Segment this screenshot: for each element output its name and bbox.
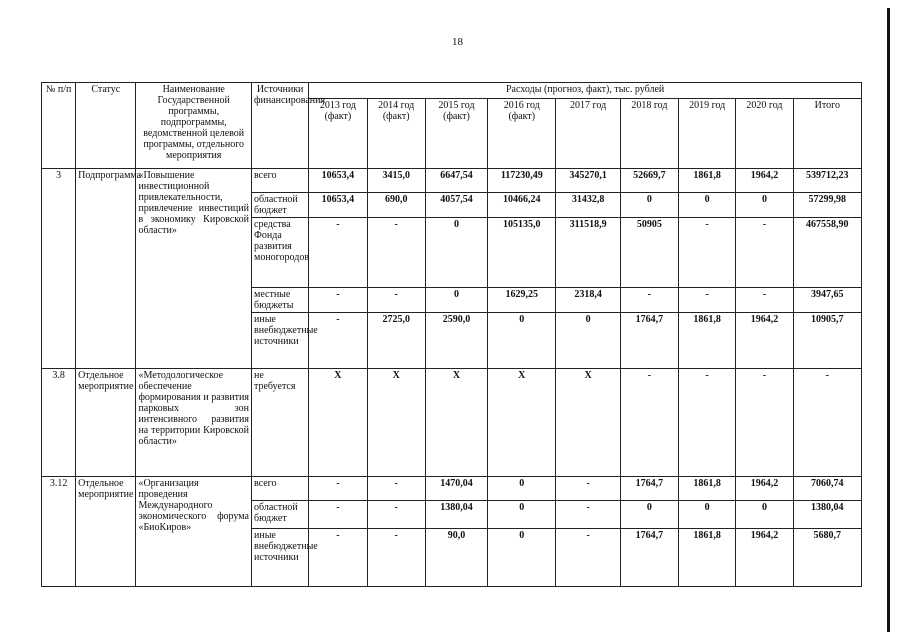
row-value: 105135,0: [488, 218, 556, 288]
row-source: областной бюджет: [252, 501, 309, 529]
row-value: 1964,2: [736, 313, 793, 369]
row-value: -: [736, 369, 793, 477]
row-name: «Методологическое обеспечение формирования и развития парковых зон интенсивного развития на территории Кировской области»: [136, 369, 252, 477]
row-value: 1964,2: [736, 477, 793, 501]
row-value: 2590,0: [425, 313, 487, 369]
row-value: X: [367, 369, 425, 477]
row-value: 10466,24: [488, 193, 556, 218]
row-value: -: [736, 288, 793, 313]
header-num: № п/п: [42, 83, 76, 169]
row-value: -: [309, 313, 367, 369]
row-value: 311518,9: [556, 218, 620, 288]
row-value: 0: [679, 501, 736, 529]
header-year: 2013 год (факт): [309, 99, 367, 169]
row-value: 4057,54: [425, 193, 487, 218]
row-value: 1764,7: [620, 529, 678, 587]
row-value: 10905,7: [793, 313, 861, 369]
row-number: 3: [42, 169, 76, 369]
row-value: 117230,49: [488, 169, 556, 193]
row-value: -: [679, 369, 736, 477]
header-year: 2019 год: [679, 99, 736, 169]
row-value: 0: [425, 218, 487, 288]
row-value: 0: [556, 313, 620, 369]
row-status: Подпрограмма: [76, 169, 136, 369]
expenses-table: [41, 82, 862, 587]
row-value: 1380,04: [793, 501, 861, 529]
row-value: 5680,7: [793, 529, 861, 587]
row-value: 31432,8: [556, 193, 620, 218]
row-value: 1861,8: [679, 477, 736, 501]
row-value: 52669,7: [620, 169, 678, 193]
row-value: 0: [736, 501, 793, 529]
row-value: -: [309, 288, 367, 313]
row-value: -: [556, 477, 620, 501]
row-value: -: [679, 218, 736, 288]
row-status: Отдельное мероприятие: [76, 477, 136, 587]
row-value: X: [425, 369, 487, 477]
row-value: 2318,4: [556, 288, 620, 313]
row-value: -: [793, 369, 861, 477]
header-year: 2015 год (факт): [425, 99, 487, 169]
row-value: 1861,8: [679, 529, 736, 587]
row-value: -: [309, 218, 367, 288]
header-year: 2020 год: [736, 99, 793, 169]
row-source: иные внебюджетные источники: [252, 529, 309, 587]
row-value: 90,0: [425, 529, 487, 587]
row-value: 0: [679, 193, 736, 218]
row-value: 1629,25: [488, 288, 556, 313]
row-status: Отдельное мероприятие: [76, 369, 136, 477]
row-name: «Повышение инвестиционной привлекательности, привлечение инвестиций в экономику Кировской области»: [136, 169, 252, 369]
row-value: 3415,0: [367, 169, 425, 193]
row-value: -: [736, 218, 793, 288]
row-source: местные бюджеты: [252, 288, 309, 313]
row-value: -: [309, 501, 367, 529]
row-value: 1764,7: [620, 477, 678, 501]
row-value: 0: [488, 477, 556, 501]
row-value: 0: [488, 313, 556, 369]
row-value: 0: [620, 193, 678, 218]
row-source: областной бюджет: [252, 193, 309, 218]
row-value: -: [620, 288, 678, 313]
row-name: «Организация проведения Международного экономического форума «БиоКиров»: [136, 477, 252, 587]
row-value: -: [367, 477, 425, 501]
row-number: 3.12: [42, 477, 76, 587]
row-value: 539712,23: [793, 169, 861, 193]
row-value: 0: [425, 288, 487, 313]
row-value: -: [367, 529, 425, 587]
row-value: 1964,2: [736, 169, 793, 193]
row-value: 10653,4: [309, 169, 367, 193]
header-year: 2018 год: [620, 99, 678, 169]
row-value: 1964,2: [736, 529, 793, 587]
row-value: -: [367, 501, 425, 529]
row-value: X: [309, 369, 367, 477]
row-value: X: [488, 369, 556, 477]
row-value: -: [367, 218, 425, 288]
page-number: 18: [452, 36, 463, 48]
header-status: Статус: [76, 83, 136, 169]
row-value: 1861,8: [679, 169, 736, 193]
table-row: [42, 369, 862, 477]
row-value: X: [556, 369, 620, 477]
row-value: 2725,0: [367, 313, 425, 369]
table-body: [42, 169, 862, 587]
row-value: 1470,04: [425, 477, 487, 501]
row-value: -: [556, 501, 620, 529]
row-value: 10653,4: [309, 193, 367, 218]
header-year: 2017 год: [556, 99, 620, 169]
row-value: 467558,90: [793, 218, 861, 288]
table-header: [42, 83, 862, 169]
table-row: [42, 477, 862, 501]
row-value: -: [309, 477, 367, 501]
header-year: 2016 год (факт): [488, 99, 556, 169]
row-source: всего: [252, 169, 309, 193]
row-value: 6647,54: [425, 169, 487, 193]
header-year: 2014 год (факт): [367, 99, 425, 169]
table-row: [42, 169, 862, 193]
row-value: 57299,98: [793, 193, 861, 218]
header-year: Итого: [793, 99, 861, 169]
row-source: не требуется: [252, 369, 309, 477]
row-value: 345270,1: [556, 169, 620, 193]
header-name: Наименование Государственной программы, подпрограммы, ведомственной целевой программы, отдельного мероприятия: [136, 83, 252, 169]
row-value: 50905: [620, 218, 678, 288]
header-expenses: Расходы (прогноз, факт), тыс. рублей: [309, 83, 862, 99]
row-value: -: [367, 288, 425, 313]
row-value: 0: [488, 501, 556, 529]
row-value: 3947,65: [793, 288, 861, 313]
row-source: иные внебюджетные источники: [252, 313, 309, 369]
row-value: 1764,7: [620, 313, 678, 369]
row-value: 1861,8: [679, 313, 736, 369]
row-number: 3.8: [42, 369, 76, 477]
scan-edge-rule: [887, 8, 890, 632]
row-source: всего: [252, 477, 309, 501]
row-source: средства Фонда развития моногородов: [252, 218, 309, 288]
header-source: Источники финансирования: [252, 83, 309, 169]
row-value: 0: [488, 529, 556, 587]
row-value: 690,0: [367, 193, 425, 218]
row-value: -: [620, 369, 678, 477]
row-value: 0: [736, 193, 793, 218]
row-value: 7060,74: [793, 477, 861, 501]
row-value: 0: [620, 501, 678, 529]
row-value: -: [679, 288, 736, 313]
row-value: -: [556, 529, 620, 587]
row-value: 1380,04: [425, 501, 487, 529]
row-value: -: [309, 529, 367, 587]
